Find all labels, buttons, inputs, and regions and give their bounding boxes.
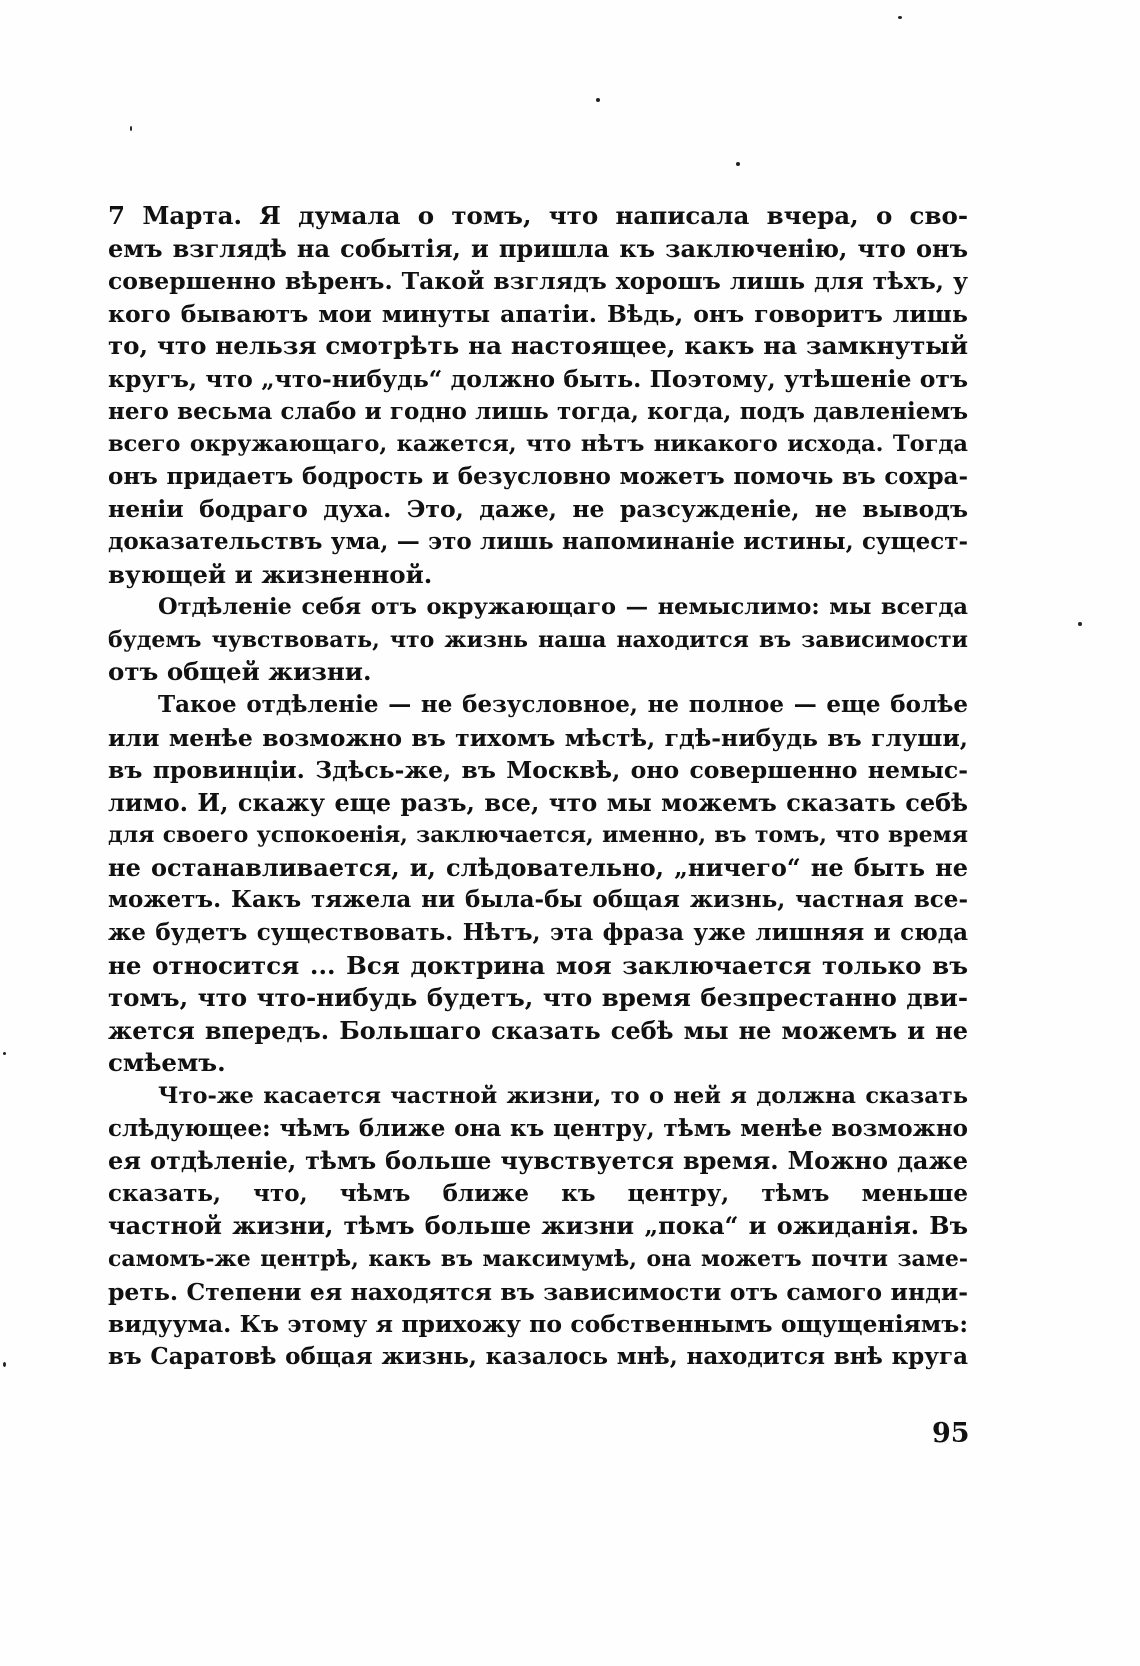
scan-speck bbox=[736, 162, 740, 166]
scan-speck bbox=[130, 126, 132, 131]
scan-speck bbox=[3, 1362, 6, 1367]
scan-speck bbox=[1078, 622, 1082, 626]
text-line-17: или менѣе возможно въ тихомъ мѣстѣ, гдѣ-нибудь въ глуши, bbox=[108, 723, 968, 752]
text-line-07: него весьма слабо и годно лишь тогда, когда, подъ давленіемъ bbox=[108, 397, 968, 425]
text-line-12: вующей и жизненной. bbox=[108, 559, 433, 589]
text-line-21: не останавливается, и, слѣдовательно, „ничего“ не быть не bbox=[108, 852, 968, 882]
text-line-24: не относится ... Вся доктрина моя заключается только въ bbox=[108, 950, 968, 980]
text-line-30: ея отдѣленіе, тѣмъ больше чувствуется время. Можно даже bbox=[108, 1146, 968, 1176]
text-line-01: 7 Марта. Я думала о томъ, что написала вчера, о сво- bbox=[108, 201, 968, 230]
text-line-13: Отдѣленіе себя отъ окружающаго — немыслимо: мы всегда bbox=[158, 594, 968, 621]
text-line-08: всего окружающаго, кажется, что нѣтъ никакого исхода. Тогда bbox=[108, 431, 968, 458]
scan-speck bbox=[3, 1052, 6, 1055]
text-line-16: Такое отдѣленіе — не безусловное, не полное — еще болѣе bbox=[158, 690, 968, 718]
scan-speck bbox=[898, 16, 902, 19]
text-line-15: отъ общей жизни. bbox=[108, 657, 372, 687]
text-line-22: можетъ. Какъ тяжела ни была-бы общая жизнь, частная все- bbox=[108, 886, 968, 914]
text-line-28: Что-же касается частной жизни, то о ней я должна сказать bbox=[158, 1083, 968, 1110]
text-line-27: смѣемъ. bbox=[108, 1048, 226, 1078]
text-line-02: емъ взглядѣ на событія, и пришла къ заключенію, что онъ bbox=[108, 233, 968, 263]
text-line-11: доказательствъ ума, — это лишь напоминаніе истины, сущест- bbox=[108, 527, 968, 555]
text-line-25: томъ, что что-нибудь будетъ, что время безпрестанно дви- bbox=[108, 983, 968, 1013]
text-line-06: кругъ, что „что-нибудь“ должно быть. Поэтому, утѣшеніе отъ bbox=[108, 364, 968, 393]
text-line-33: самомъ-же центрѣ, какъ въ максимумѣ, она можетъ почти заме- bbox=[108, 1246, 968, 1272]
text-line-35: видуума. Къ этому я прихожу по собственнымъ ощущеніямъ: bbox=[108, 1310, 968, 1339]
text-line-04: кого бываютъ мои минуты апатіи. Вѣдь, онъ говоритъ лишь bbox=[108, 299, 968, 328]
text-line-29: слѣдующее: чѣмъ ближе она къ центру, тѣмъ менѣе возможно bbox=[108, 1114, 968, 1142]
text-line-32: частной жизни, тѣмъ больше жизни „пока“ и ожиданія. Въ bbox=[108, 1211, 968, 1241]
page-number: 95 bbox=[932, 1418, 970, 1449]
text-line-23: же будетъ существовать. Нѣтъ, эта фраза уже лишняя и сюда bbox=[108, 919, 968, 947]
text-line-18: въ провинціи. Здѣсь-же, въ Москвѣ, оно совершенно немыс- bbox=[108, 756, 968, 785]
text-line-26: жется впередъ. Большаго сказать себѣ мы не можемъ и не bbox=[108, 1015, 968, 1045]
text-line-10: неніи бодраго духа. Это, даже, не разсужденіе, не выводъ bbox=[108, 495, 968, 524]
text-line-31: сказать, что, чѣмъ ближе къ центру, тѣмъ меньше bbox=[108, 1179, 968, 1207]
text-line-09: онъ придаетъ бодрость и безусловно можетъ помочь въ сохра- bbox=[108, 462, 968, 490]
text-line-34: реть. Степени ея находятся въ зависимости отъ самого инди- bbox=[108, 1277, 968, 1306]
text-line-14: будемъ чувствовать, что жизнь наша находится въ зависимости bbox=[108, 626, 968, 653]
scan-speck bbox=[596, 98, 600, 102]
text-line-03: совершенно вѣренъ. Такой взглядъ хорошъ лишь для тѣхъ, у bbox=[108, 267, 968, 296]
body-text bbox=[108, 200, 968, 1373]
text-line-05: то, что нельзя смотрѣть на настоящее, какъ на замкнутый bbox=[108, 331, 968, 361]
text-line-19: лимо. И, скажу еще разъ, все, что мы можемъ сказать себѣ bbox=[108, 787, 968, 817]
text-line-36: въ Саратовѣ общая жизнь, казалось мнѣ, находится внѣ круга bbox=[108, 1342, 968, 1370]
text-line-20: для своего успокоенія, заключается, именно, въ томъ, что время bbox=[108, 822, 968, 849]
